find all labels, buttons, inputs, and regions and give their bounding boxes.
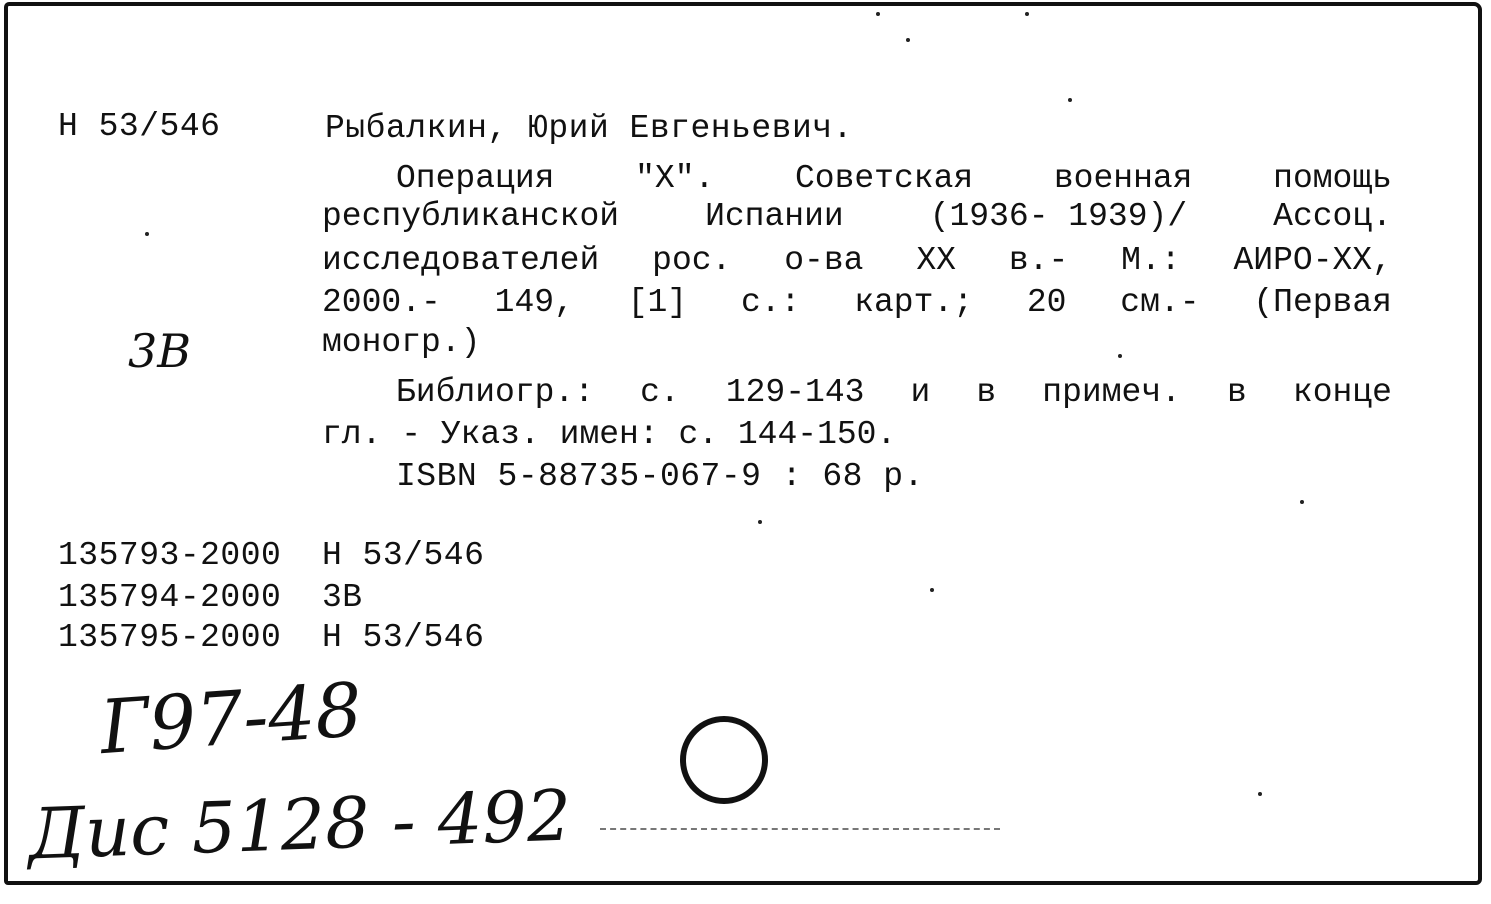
word: 2000.- [322, 284, 441, 321]
word: [1] [627, 284, 688, 321]
word: (Первая [1253, 284, 1392, 321]
word: в [976, 374, 997, 411]
title-line-3 [322, 240, 1392, 282]
word: карт.; [854, 284, 974, 321]
shelf-mark: Н 53/546 [58, 108, 221, 145]
word: с.: [740, 284, 801, 321]
word: Ассоц. [1273, 198, 1392, 235]
title-line-5: моногр.) [322, 324, 481, 361]
handwritten-number-1: Г97-48 [97, 666, 366, 772]
speck [930, 588, 934, 592]
word: Библиогр.: [396, 374, 595, 411]
isbn-line: ISBN 5-88735-067-9 : 68 р. [396, 458, 924, 495]
word: АИРО-ХХ, [1233, 242, 1392, 279]
word: помощь [1273, 160, 1392, 197]
word: конце [1292, 374, 1392, 411]
title-line-1 [396, 158, 1392, 200]
speck [145, 232, 149, 236]
handwritten-number-2: Дис 5128 - 492 [26, 774, 573, 876]
word: см.- [1120, 284, 1200, 321]
handwritten-code: 3В [128, 324, 192, 378]
title-line-4 [322, 282, 1392, 324]
word: в [1227, 374, 1247, 411]
speck [1258, 792, 1262, 796]
word: 149, [494, 284, 574, 321]
word: о-ва [784, 242, 864, 279]
speck [1025, 12, 1029, 16]
inventory-row: 135794-2000 3В [58, 579, 363, 616]
word: с. [640, 374, 680, 411]
dashed-rule [600, 828, 1000, 830]
author-heading: Рыбалкин, Юрий Евгеньевич. [325, 110, 853, 147]
speck [758, 520, 762, 524]
word: 20 [1026, 284, 1067, 321]
word: Советская [794, 160, 974, 197]
circle-stamp [680, 716, 768, 804]
biblio-line-1 [396, 372, 1392, 414]
title-line-2 [322, 196, 1392, 238]
word: 129-143 [725, 374, 865, 411]
word: Операция [396, 160, 555, 197]
word: и [910, 374, 931, 411]
inventory-row: 135793-2000 Н 53/546 [58, 537, 485, 574]
word: Испании [705, 198, 844, 235]
speck [1118, 354, 1122, 358]
word: ХХ [916, 242, 956, 279]
word: в.- [1008, 242, 1069, 279]
word: примеч. [1042, 374, 1181, 411]
inventory-row: 135795-2000 Н 53/546 [58, 619, 485, 656]
speck [906, 38, 910, 42]
word: (1936- 1939)/ [929, 198, 1188, 235]
word: исследователей [322, 242, 600, 279]
speck [876, 12, 880, 16]
word: рос. [652, 242, 732, 279]
word: республиканской [322, 198, 620, 235]
speck [1068, 98, 1072, 102]
biblio-line-2: гл. - Указ. имен: с. 144-150. [322, 416, 897, 453]
speck [1300, 500, 1304, 504]
word: М.: [1121, 242, 1181, 279]
word: военная [1053, 160, 1193, 197]
word: "Х". [635, 160, 715, 197]
